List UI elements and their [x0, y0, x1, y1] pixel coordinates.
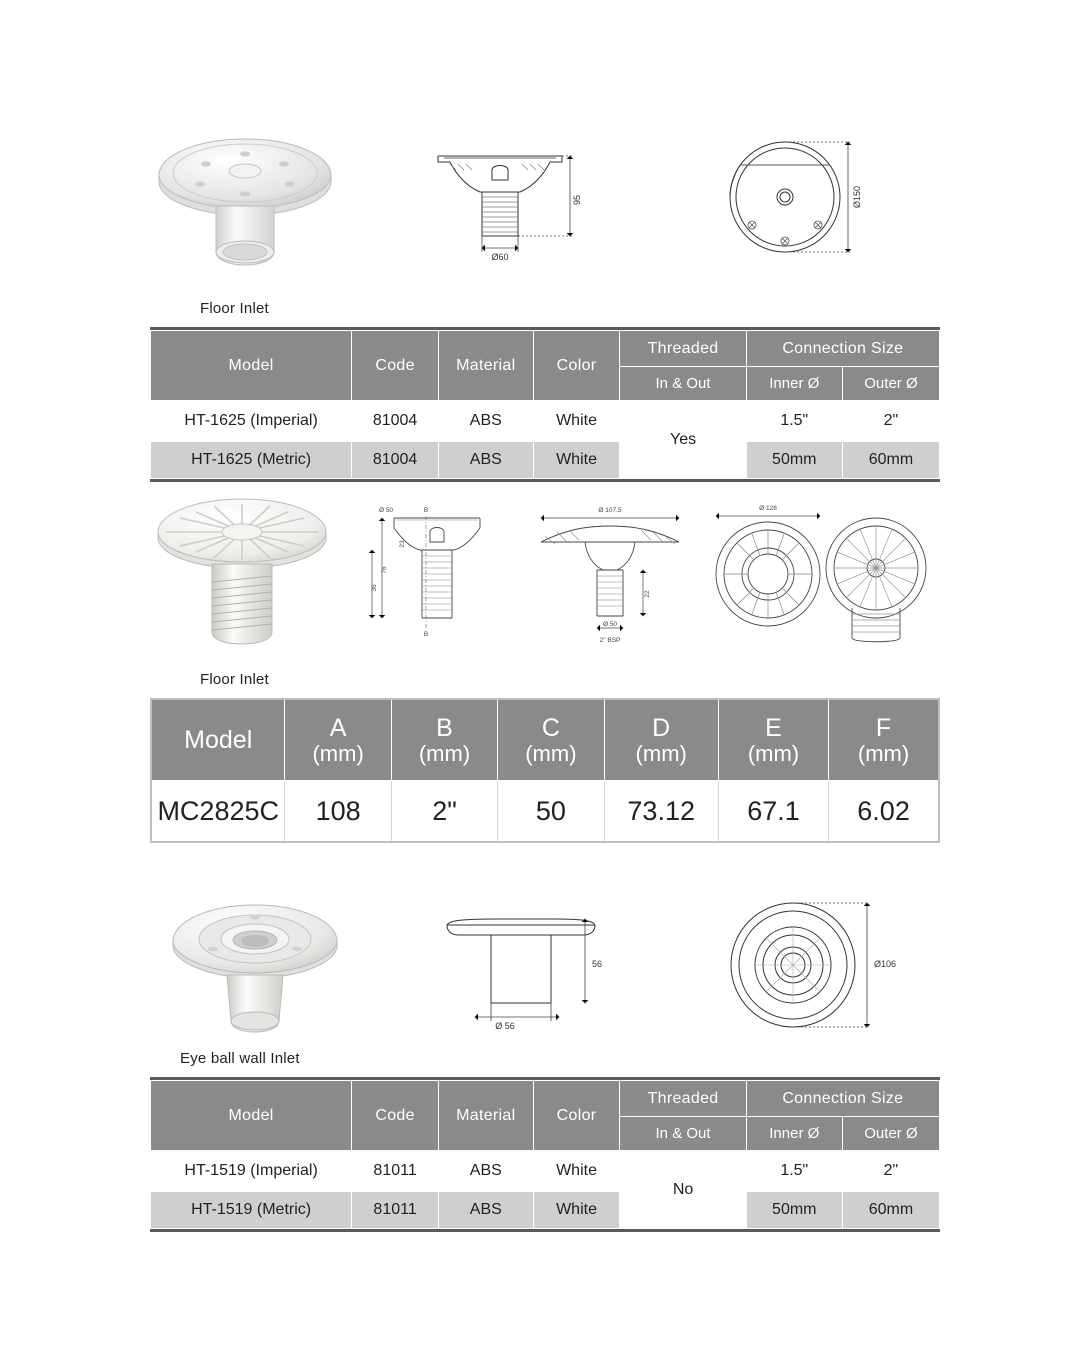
- drawing-section-2a: [360, 496, 520, 646]
- product-photo-floor-inlet-grate: [150, 490, 350, 645]
- dim-label-56-height: 56: [591, 959, 603, 969]
- dims-cell-d: 73.12: [604, 781, 718, 843]
- dims-col-a-unit: (mm): [312, 740, 364, 766]
- section-floor-inlet-1: [150, 130, 940, 482]
- table-row: [151, 442, 940, 479]
- col-connection-size: Connection Size: [746, 1081, 939, 1117]
- dims-col-c: [498, 699, 604, 781]
- dim-label-76: 76: [381, 566, 388, 574]
- dim-label-36: 36: [371, 584, 378, 592]
- cell-model: HT-1519 (Imperial): [151, 1151, 352, 1192]
- cell-inner: 1.5": [746, 401, 842, 442]
- dims-table: [150, 698, 940, 843]
- dims-col-model: [151, 699, 285, 781]
- dims-col-d-unit: (mm): [635, 740, 687, 766]
- cell-material: ABS: [438, 1192, 533, 1229]
- cell-material: ABS: [438, 442, 533, 479]
- col-threaded-inout: In & Out: [620, 1117, 746, 1151]
- col-code: Code: [352, 1081, 439, 1151]
- spec-table-1: [150, 330, 940, 479]
- table-header-row: [151, 331, 940, 367]
- spec-table-1-wrap: [150, 327, 940, 482]
- dims-col-c-unit: (mm): [525, 740, 577, 766]
- caption-floor-inlet-2: Floor Inlet: [200, 671, 269, 688]
- col-outer-diameter: Outer Ø: [842, 1117, 939, 1151]
- dim-label-22: 22: [644, 590, 651, 598]
- caption-floor-inlet-1: Floor Inlet: [200, 300, 269, 317]
- dims-col-b-label: B: [436, 714, 453, 743]
- dim-label-d56: Ø 56: [495, 1021, 515, 1031]
- dims-col-d: [604, 699, 718, 781]
- table-header-row: [151, 1081, 940, 1117]
- dims-col-f: [829, 699, 939, 781]
- col-outer-diameter: Outer Ø: [842, 367, 939, 401]
- col-inner-diameter: Inner Ø: [746, 367, 842, 401]
- dims-col-d-label: D: [652, 714, 671, 743]
- drawing-section-2b: [525, 496, 695, 646]
- table-row: [151, 1192, 940, 1229]
- col-threaded: Threaded: [620, 1081, 746, 1117]
- product-photo-floor-inlet: [150, 130, 350, 270]
- cell-inner: 50mm: [746, 442, 842, 479]
- dims-col-e: [718, 699, 828, 781]
- section-floor-inlet-2: [150, 490, 940, 843]
- dims-header-row: [151, 699, 939, 781]
- dim-label-d1075: Ø 107.5: [598, 507, 622, 514]
- dim-label-d50b: Ø 50: [602, 621, 618, 628]
- drawing-side-section-3: [435, 905, 615, 1035]
- col-connection-size: Connection Size: [746, 331, 939, 367]
- dims-value-row: [151, 781, 939, 843]
- col-inner-diameter: Inner Ø: [746, 1117, 842, 1151]
- dims-col-b: [391, 699, 497, 781]
- section-eye-ball-wall-inlet: [150, 895, 940, 1232]
- cell-model: HT-1625 (Metric): [151, 442, 352, 479]
- dims-col-b-unit: (mm): [418, 740, 471, 766]
- cell-inner: 1.5": [746, 1151, 842, 1192]
- cell-outer: 60mm: [842, 442, 939, 479]
- dims-cell-a: 108: [285, 781, 391, 843]
- dim-label-d106: Ø106: [873, 959, 897, 969]
- figure-row-2: [150, 490, 940, 665]
- dims-cell-b: 2": [391, 781, 497, 843]
- dims-col-e-unit: (mm): [747, 740, 800, 766]
- cell-threaded-value: No: [620, 1151, 746, 1229]
- dim-label-d50: Ø 50: [378, 507, 394, 514]
- drawing-top-view-3: [715, 895, 905, 1040]
- spec-table-3: [150, 1080, 940, 1229]
- col-threaded: Threaded: [620, 331, 746, 367]
- drawing-top-view-1: [710, 135, 890, 270]
- col-material: Material: [438, 1081, 533, 1151]
- cell-outer: 2": [842, 401, 939, 442]
- cell-color: White: [533, 401, 620, 442]
- col-threaded-inout: In & Out: [620, 367, 746, 401]
- dim-label-b-bottom: B: [423, 631, 429, 638]
- cell-code: 81011: [352, 1192, 439, 1229]
- dim-label-b-top: B: [423, 507, 429, 514]
- caption-eye-ball-wall-inlet: Eye ball wall Inlet: [180, 1050, 300, 1067]
- dims-col-f-unit: (mm): [857, 740, 910, 766]
- product-photo-eyeball-inlet: [165, 895, 365, 1040]
- cell-code: 81004: [352, 442, 439, 479]
- figure-row-3: [150, 895, 940, 1050]
- dims-cell-c: 50: [498, 781, 604, 843]
- cell-inner: 50mm: [746, 1192, 842, 1229]
- dim-label-2bsp: 2" BSP: [599, 637, 621, 644]
- col-model: Model: [151, 1081, 352, 1151]
- dims-col-e-label: E: [765, 714, 782, 743]
- dim-label-d128: Ø 128: [759, 505, 777, 512]
- table-row: [151, 401, 940, 442]
- cell-material: ABS: [438, 1151, 533, 1192]
- cell-color: White: [533, 442, 620, 479]
- dims-col-a-label: A: [329, 714, 347, 743]
- col-color: Color: [533, 331, 620, 401]
- cell-threaded-value: Yes: [620, 401, 746, 479]
- col-model: Model: [151, 331, 352, 401]
- cell-code: 81004: [352, 401, 439, 442]
- dims-col-model-label: Model: [184, 725, 253, 754]
- cell-material: ABS: [438, 401, 533, 442]
- table-row: [151, 1151, 940, 1192]
- dim-label-d150: Ø150: [852, 185, 862, 209]
- spec-table-3-wrap: [150, 1077, 940, 1232]
- dim-label-23: 23: [399, 540, 406, 548]
- dims-cell-f: 6.02: [829, 781, 939, 843]
- col-code: Code: [352, 331, 439, 401]
- dims-cell-model: MC2825C: [151, 781, 285, 843]
- cell-code: 81011: [352, 1151, 439, 1192]
- dims-col-c-label: C: [541, 714, 560, 743]
- figure-row-1: [150, 130, 940, 300]
- cell-outer: 60mm: [842, 1192, 939, 1229]
- cell-model: HT-1625 (Imperial): [151, 401, 352, 442]
- cell-color: White: [533, 1192, 620, 1229]
- cell-model: HT-1519 (Metric): [151, 1192, 352, 1229]
- col-material: Material: [438, 331, 533, 401]
- drawing-top-views-2: [700, 496, 940, 646]
- dims-col-a: [285, 699, 391, 781]
- drawing-side-section-1: [430, 140, 610, 270]
- cell-outer: 2": [842, 1151, 939, 1192]
- dim-label-height-95: 95: [572, 194, 582, 206]
- cell-color: White: [533, 1151, 620, 1192]
- dim-label-d60: Ø60: [491, 252, 509, 262]
- dims-cell-e: 67.1: [718, 781, 828, 843]
- dims-col-f-label: F: [875, 714, 892, 743]
- col-color: Color: [533, 1081, 620, 1151]
